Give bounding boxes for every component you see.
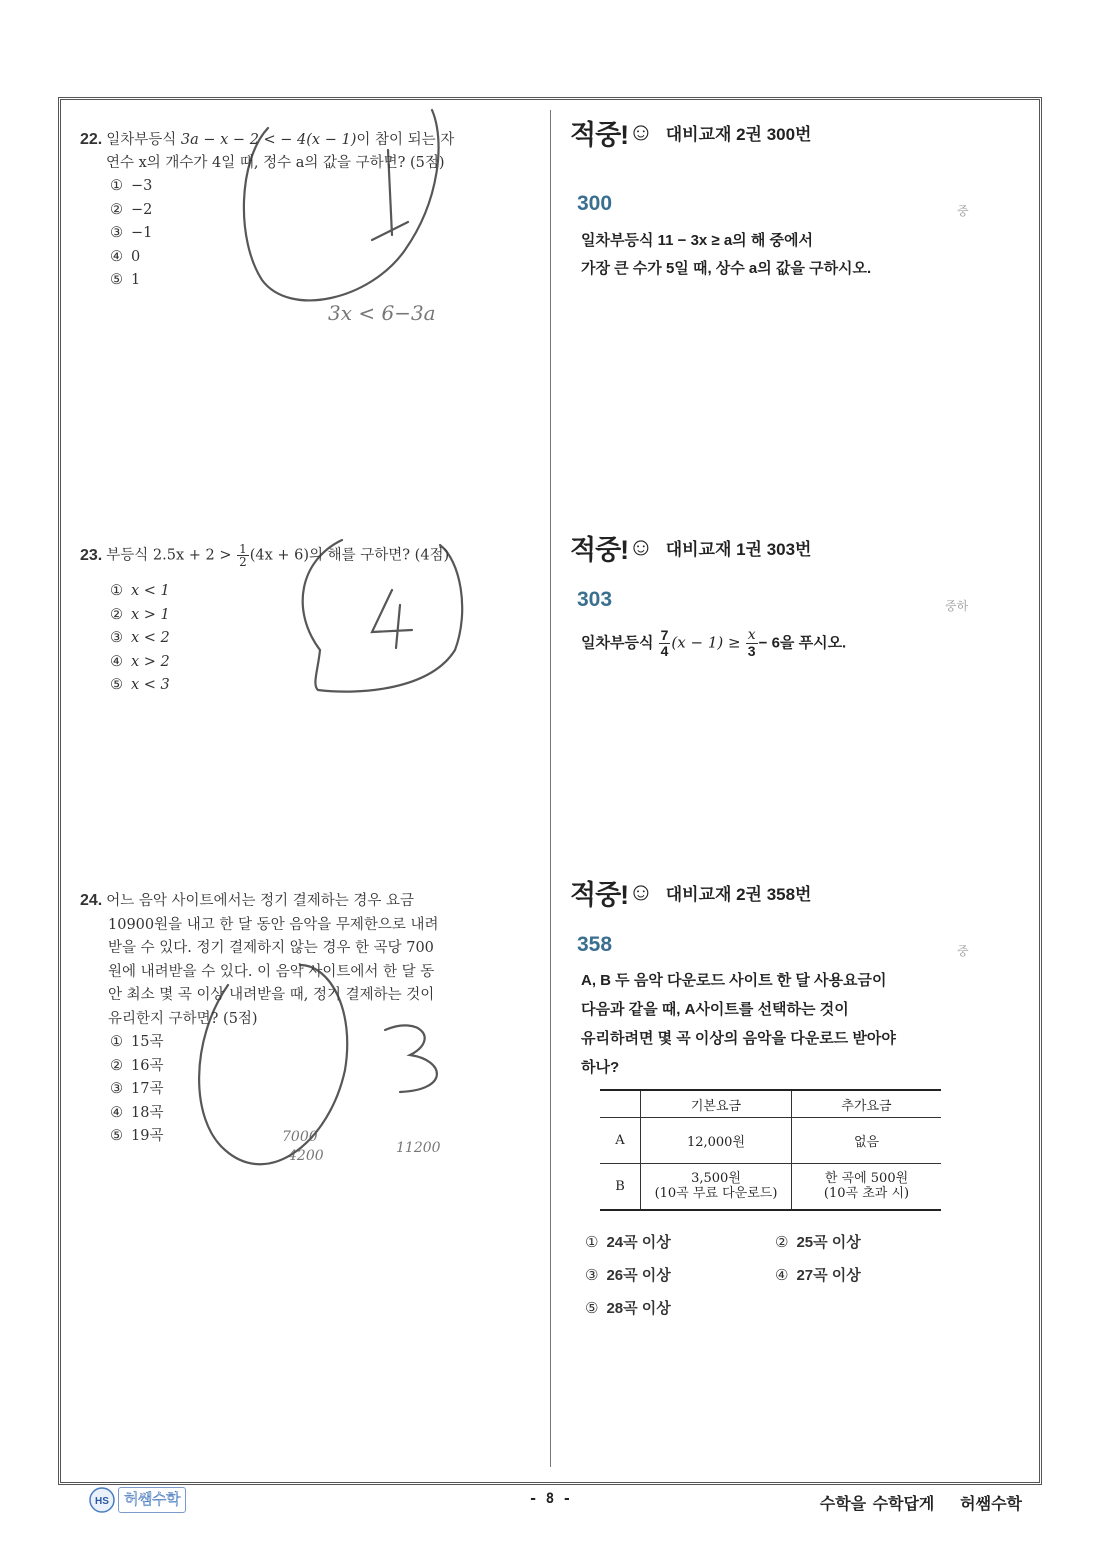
q23-option: ③ x < 2 — [110, 630, 170, 646]
q24-line: 받을 수 있다. 정기 결제하지 않는 경우 한 곡당 700 — [108, 940, 434, 956]
table-row: A 12,000원 없음 — [600, 1118, 941, 1164]
level-label-303: 중하 — [945, 599, 969, 613]
problem-number-303: 303 — [577, 588, 613, 611]
q22-line1: 22. 일차부등식 3a − x − 2 < − 4(x − 1)이 참이 되는 자 — [80, 131, 455, 148]
level-label-300: 중 — [957, 204, 969, 218]
q24-option: ① 15곡 — [110, 1034, 164, 1050]
choice-358: ③ 26곡 이상 — [585, 1266, 671, 1284]
q24-option: ⑤ 19곡 — [110, 1128, 164, 1144]
problem-number-300: 300 — [577, 192, 613, 215]
choice-358: ① 24곡 이상 — [585, 1233, 671, 1251]
table-row: B 3,500원 (10곡 무료 다운로드) 한 곡에 500원 (10곡 초과 시) — [600, 1164, 941, 1210]
smile-icon: ☺ — [628, 533, 654, 561]
q22-option: ③ −1 — [110, 225, 153, 241]
table-header: 기본요금 — [641, 1090, 792, 1118]
choice-358: ② 25곡 이상 — [775, 1233, 861, 1251]
page-number: - 8 - — [528, 1491, 572, 1507]
footer-slogan: 수학을 수학답게 허쌤수학 — [819, 1496, 1022, 1513]
q23-option: ① x < 1 — [110, 583, 170, 599]
problem-text-303: 일차부등식 $\frac{7}{4}$ (x − 1) ≥ $\frac{x}{3}$ − 6을 푸시오. — [581, 627, 847, 659]
q23-option: ④ x > 2 — [110, 653, 170, 670]
q24-handwriting-note: 4200 — [288, 1148, 324, 1164]
problem-text-300: 일차부등식 11 − 3x ≥ a의 해 중에서 가장 큰 수가 5일 때, 상수 a의 값을 구하시오. — [581, 232, 872, 277]
fee-table — [600, 1089, 941, 1211]
q22-line2: 연수 x의 개수가 4일 때, 정수 a의 값을 구하면? (5점) — [106, 155, 445, 171]
q24-line: 유리한지 구하면? (5점) — [108, 1010, 258, 1027]
q24-line: 안 최소 몇 곡 이상 내려받을 때, 정기 결제하는 것이 — [108, 987, 435, 1003]
hit-header-303: 적중!☺ 대비교재 1권 303번 — [570, 533, 812, 565]
q23-fraction: $\frac{1}{2}$ — [239, 542, 247, 569]
q22-option: ④ 0 — [110, 248, 141, 265]
problem-number-358: 358 — [577, 933, 613, 956]
choice-358: ⑤ 28곡 이상 — [585, 1299, 671, 1317]
q24-option: ② 16곡 — [110, 1057, 164, 1074]
q24-line: 원에 내려받을 수 있다. 이 음악 사이트에서 한 달 동 — [108, 963, 435, 980]
q22-option: ② −2 — [110, 201, 153, 218]
smile-icon: ☺ — [628, 118, 654, 146]
logo-text: 허쌤수학 — [118, 1487, 186, 1513]
q23-line: 23. 부등식 2.5x + 2 > $\frac{1}{2}$ (4x + 6)의 해를 구하면? (4점) — [80, 542, 450, 569]
hit-header-358: 적중!☺ 대비교재 2권 358번 — [570, 878, 812, 910]
table-header: 추가요금 — [792, 1090, 942, 1118]
q22-option: ⑤ 1 — [110, 272, 141, 288]
logo-badge: HS — [95, 1496, 109, 1507]
q24-line: 24. 어느 음악 사이트에서는 정기 결제하는 경우 요금 — [80, 892, 415, 909]
q24-option: ③ 17곡 — [110, 1081, 164, 1097]
q24-line: 10900원을 내고 한 달 동안 음악을 무제한으로 내려 — [108, 916, 439, 933]
level-label-358: 중 — [957, 944, 969, 958]
q24-handwriting-note: 7000 — [282, 1129, 318, 1145]
q22-handwriting-note: 3x < 6−3a — [328, 301, 436, 325]
q24-handwriting-note: 11200 — [396, 1140, 441, 1156]
problem-text-358: A, B 두 음악 다운로드 사이트 한 달 사용요금이 다음과 같을 때, A사이트를 선택하는 것이 유리하려면 몇 곡 이상의 음악을 다운로드 받아야 하나? — [581, 972, 896, 1076]
choice-358: ④ 27곡 이상 — [775, 1266, 861, 1284]
q22-option: ① −3 — [110, 178, 153, 194]
q23-option: ② x > 1 — [110, 606, 170, 623]
q24-option: ④ 18곡 — [110, 1104, 164, 1121]
q23-option: ⑤ x < 3 — [110, 677, 170, 693]
smile-icon: ☺ — [628, 878, 654, 906]
hit-header-300: 적중!☺ 대비교재 2권 300번 — [570, 118, 812, 150]
